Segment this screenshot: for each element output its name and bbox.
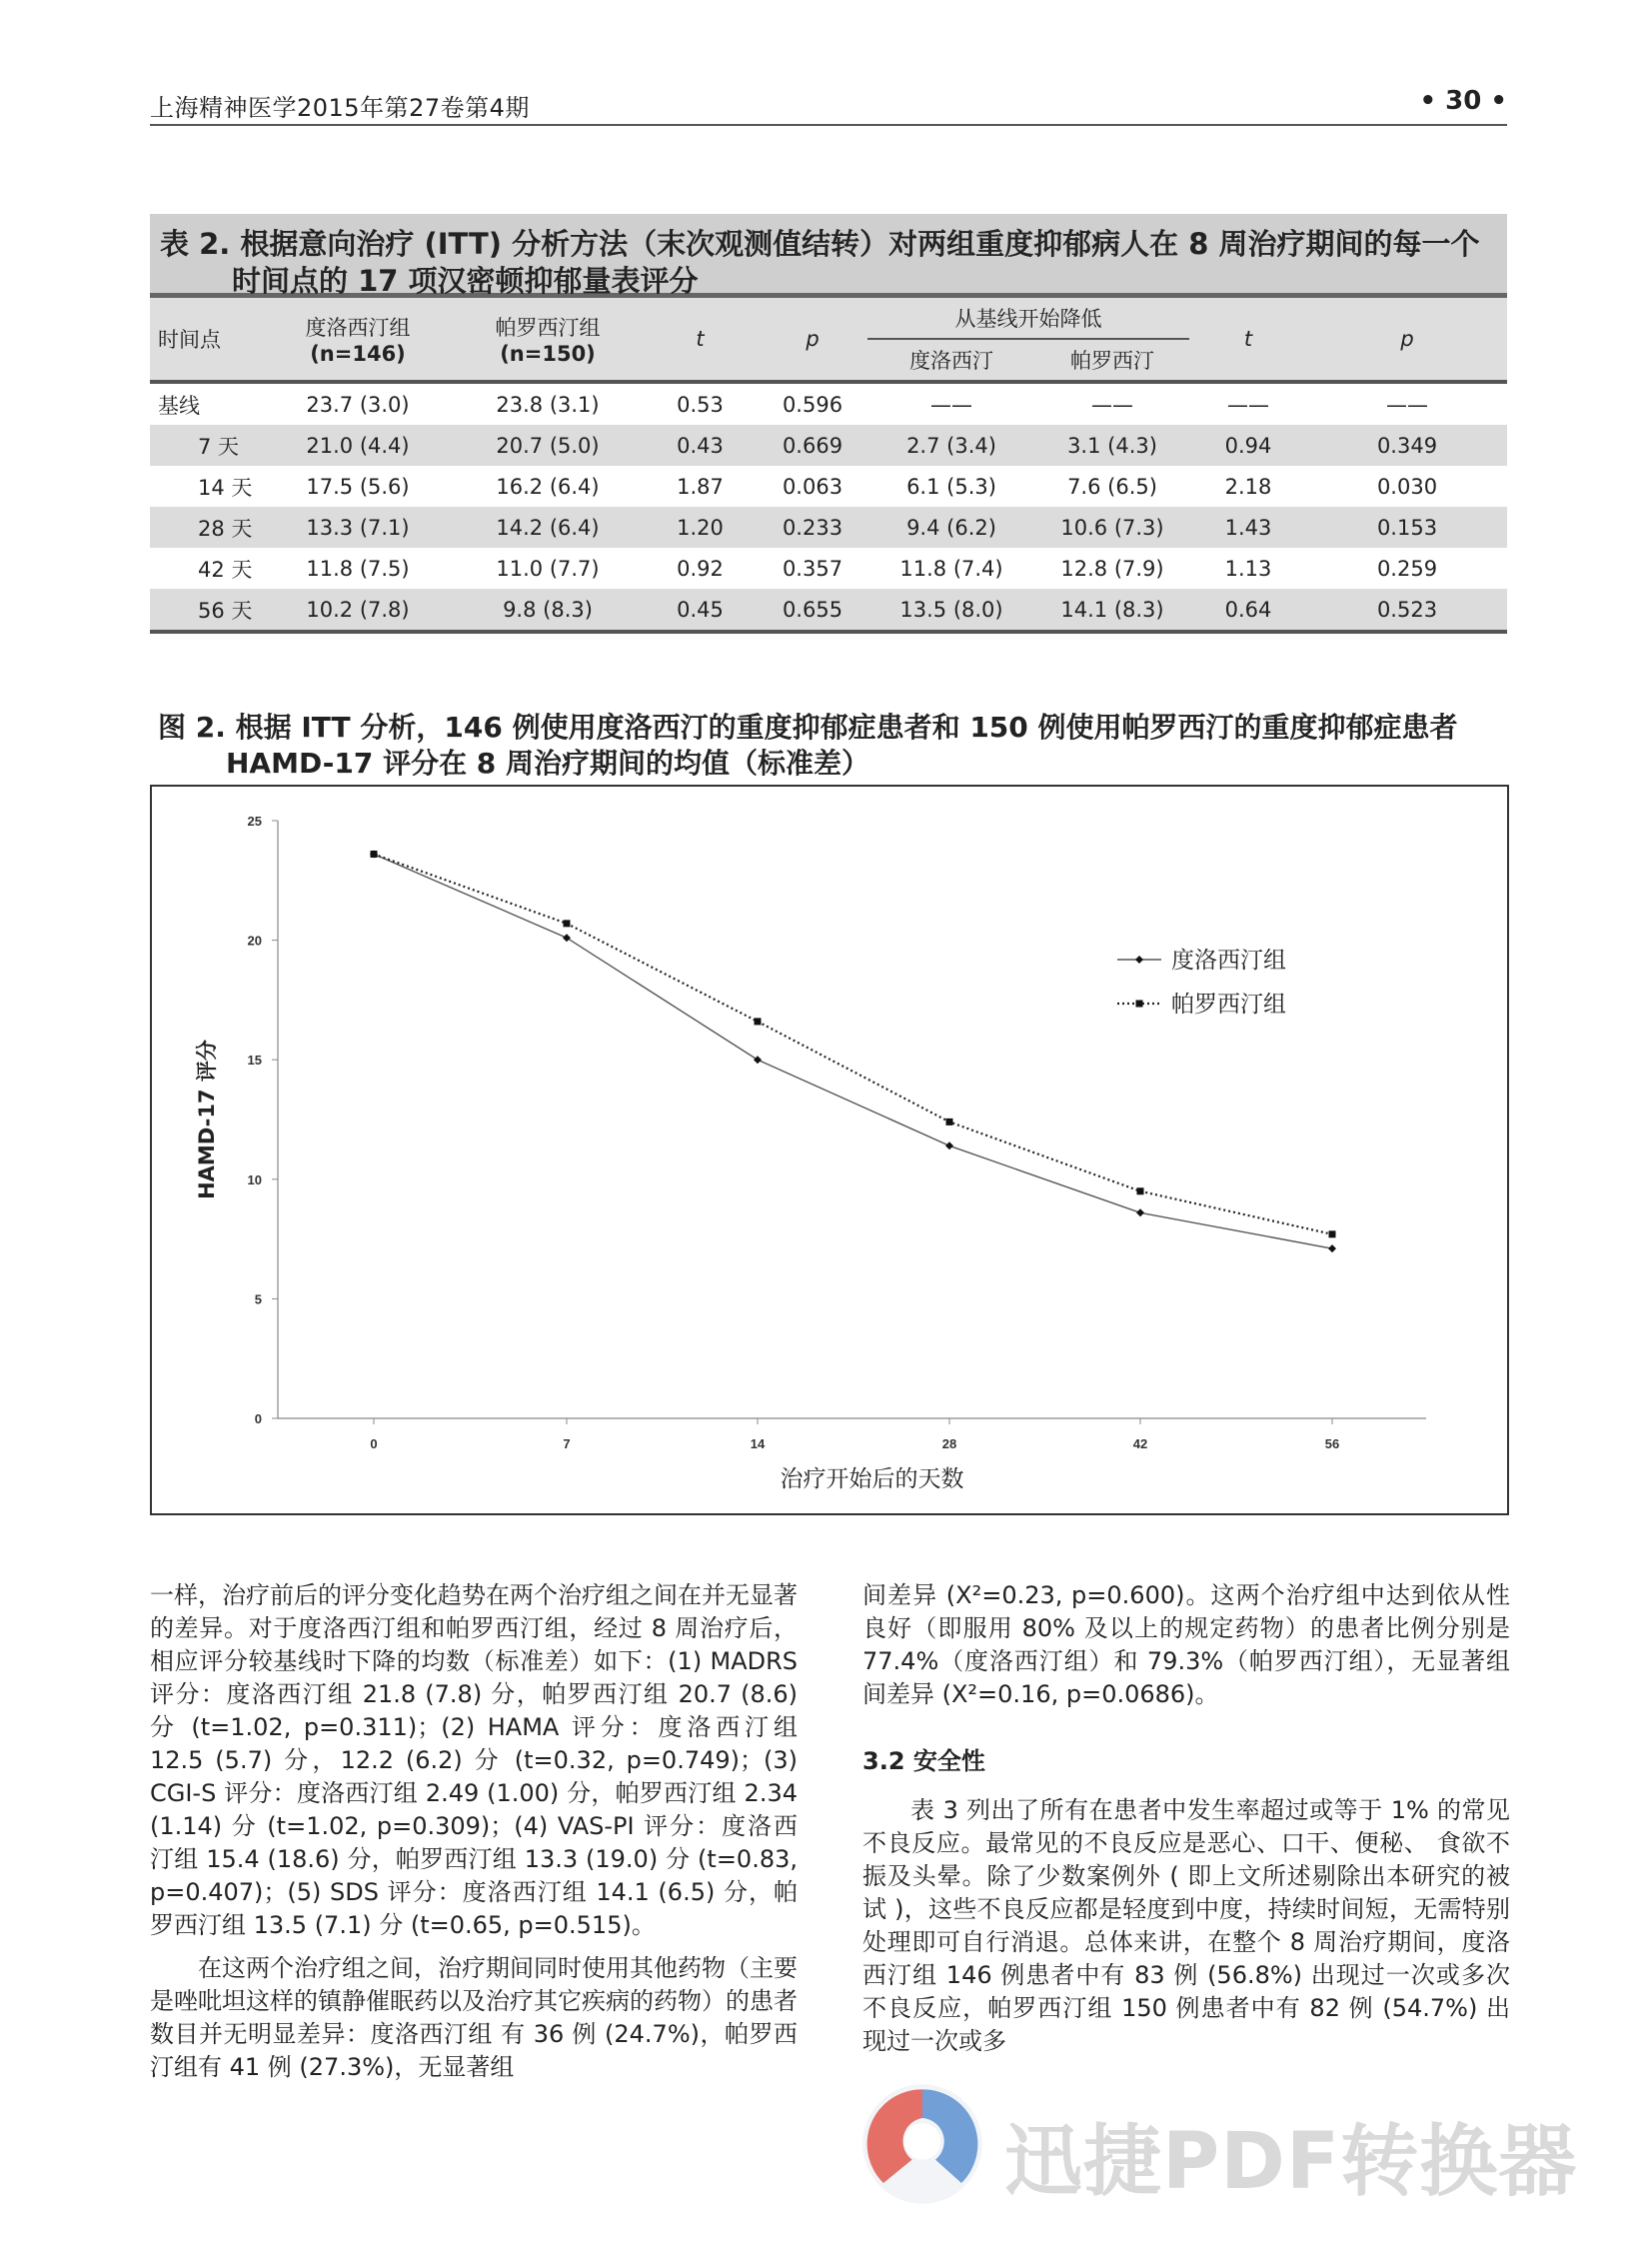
body-column-right	[862, 1579, 1510, 2058]
x-tick-label: 42	[1132, 1436, 1148, 1451]
legend-label: 帕罗西汀组	[1171, 992, 1286, 1018]
data-point	[1136, 1208, 1144, 1216]
data-point	[563, 934, 571, 942]
data-point	[564, 920, 571, 927]
col-header-t2: t	[1189, 298, 1307, 382]
col-header-p: p	[758, 298, 867, 382]
figure-frame	[150, 785, 1509, 1515]
figure-caption-line2: HAMD-17 评分在 8 周治疗期间的均值（标准差）	[226, 747, 870, 780]
data-point	[371, 851, 378, 858]
legend-marker	[1135, 956, 1143, 964]
y-tick-label: 0	[254, 1411, 262, 1426]
table-caption-line1: 表 2. 根据意向治疗 (ITT) 分析方法（末次观测值结转）对两组重度抑郁病人在 8 周治疗期间的每一个	[160, 227, 1480, 261]
figure-caption-line1: 图 2. 根据 ITT 分析，146 例使用度洛西汀的重度抑郁症患者和 150 例使用帕罗西汀的重度抑郁症患者	[158, 711, 1458, 744]
table-row: 42 天 11.8 (7.5) 11.0 (7.7) 0.92 0.357 11.8 (7.4) 12.8 (7.9) 1.13 0.259	[198, 556, 1438, 582]
results-table	[150, 298, 1507, 634]
header-divider	[150, 124, 1507, 126]
y-axis-label: HAMD-17 评分	[195, 1040, 219, 1199]
data-point	[754, 1056, 762, 1064]
col-header-timepoint: 时间点	[150, 298, 263, 382]
data-point	[1137, 1187, 1144, 1194]
data-point	[945, 1141, 953, 1149]
table-row: 28 天 13.3 (7.1) 14.2 (6.4) 1.20 0.233 9.4 (6.2) 10.6 (7.3) 1.43 0.153	[150, 507, 1507, 548]
col-header-group2: 帕罗西汀组 (n=150)	[453, 298, 643, 382]
table-row: 14 天 17.5 (5.6) 16.2 (6.4) 1.87 0.063 6.1 (5.3) 7.6 (6.5) 2.18 0.030	[198, 474, 1438, 500]
paragraph: 一样，治疗前后的评分变化趋势在两个治疗组之间在并无显著的差异。对于度洛西汀组和帕罗西汀组，经过 8 周治疗后，相应评分较基线时下降的均数（标准差）如下：(1) MADRS 评分：度洛西汀组 21.8 (7.8) 分，帕罗西汀组 20.7 (8.6) 分 (t=1.02, p=0.311)；(2) HAMA 评分：度洛西汀组 12.5 (5.7) 分，12.2 (6.2) 分 (t=0.32, p=0.749)；(3) CGI-S 评分：度洛西汀组 2.49 (1.00) 分，帕罗西汀组 2.34 (1.14) 分 (t=1.02, p=0.309)；(4) VAS-PI 评分：度洛西汀组 15.4 (18.6) 分，帕罗西汀组 13.3 (19.0) 分 (t=0.83, p=0.407)；(5) SDS 评分：度洛西汀组 14.1 (6.5) 分，帕罗西汀组 13.5 (7.1) 分 (t=0.65, p=0.515)。	[150, 1581, 798, 1939]
paragraph: 表 3 列出了所有在患者中发生率超过或等于 1% 的常见不良反应。最常见的不良反应是恶心、口干、便秘、 食欲不振及头晕。除了少数案例外 ( 即上文所述剔除出本研究的被试 )，这些不良反应都是轻度到中度，持续时间短，无需特别处理即可自行消退。总体来讲，在整个 8 周治疗期间，度洛西汀组 146 例患者中有 83 例 (56.8%) 出现过一次或多次不良反应，帕罗西汀组 150 例患者中有 82 例 (54.7%) 出现过一次或多	[862, 1796, 1510, 2055]
y-tick-label: 5	[254, 1291, 262, 1307]
col-header-red-g1: 度洛西汀	[867, 339, 1035, 382]
body-column-left	[150, 1579, 798, 2084]
y-tick-label: 15	[247, 1053, 262, 1069]
col-header-red-g2: 帕罗西汀	[1035, 339, 1189, 382]
paragraph: 间差异 (X²=0.23, p=0.600)。这两个治疗组中达到依从性良好（即服用 80% 及以上的规定药物）的患者比例分别是 77.4%（度洛西汀组）和 79.3%（帕罗西汀组），无显著组间差异 (X²=0.16, p=0.0686)。	[862, 1581, 1510, 1708]
table-row: 56 天 10.2 (7.8) 9.8 (8.3) 0.45 0.655 13.5 (8.0) 14.1 (8.3) 0.64 0.523	[150, 589, 1507, 632]
x-tick-label: 7	[563, 1436, 571, 1451]
col-header-p2: p	[1307, 298, 1507, 382]
page-number: • 30 •	[1419, 86, 1507, 116]
section-heading: 3.2 安全性	[862, 1747, 985, 1775]
paragraph: 在这两个治疗组之间，治疗期间同时使用其他药物（主要是唑吡坦这样的镇静催眠药以及治疗其它疾病的药物）的患者数目并无明显差异：度洛西汀组 有 36 例 (24.7%)，帕罗西汀组有 41 例 (27.3%)，无显著组	[150, 1954, 798, 2081]
x-axis-label: 治疗开始后的天数	[780, 1466, 964, 1492]
table-row: 7 天 21.0 (4.4) 20.7 (5.0) 0.43 0.669 2.7 (3.4) 3.1 (4.3) 0.94 0.349	[150, 425, 1507, 466]
legend-label: 度洛西汀组	[1171, 948, 1286, 974]
table-caption	[150, 214, 1507, 298]
y-tick-label: 10	[247, 1171, 262, 1187]
series-line-1	[374, 854, 1332, 1248]
pdf-converter-logo-icon	[857, 2079, 987, 2209]
watermark-text: 迅捷PDF转换器	[1004, 2117, 1578, 2207]
y-tick-label: 25	[247, 814, 262, 829]
col-header-group1: 度洛西汀组 (n=146)	[263, 298, 453, 382]
x-tick-label: 28	[941, 1436, 957, 1451]
data-point	[755, 1018, 762, 1025]
table-row: 基线 23.7 (3.0) 23.8 (3.1) 0.53 0.596 —— —— —— ——	[158, 392, 1428, 418]
journal-header: 上海精神医学2015年第27卷第4期	[150, 94, 530, 122]
table-caption-line2: 时间点的 17 项汉密顿抑郁量表评分	[232, 264, 699, 298]
x-tick-label: 14	[750, 1436, 766, 1451]
series-line-2	[374, 854, 1332, 1233]
data-point	[1328, 1244, 1336, 1252]
data-point	[946, 1119, 953, 1125]
y-tick-label: 20	[247, 933, 262, 949]
col-header-reduction: 从基线开始降低	[867, 298, 1189, 339]
col-header-t: t	[643, 298, 758, 382]
line-chart	[152, 787, 1507, 1513]
x-tick-label: 56	[1324, 1436, 1340, 1451]
legend-marker	[1136, 1001, 1143, 1008]
data-point	[1329, 1230, 1336, 1237]
x-tick-label: 0	[370, 1436, 378, 1451]
